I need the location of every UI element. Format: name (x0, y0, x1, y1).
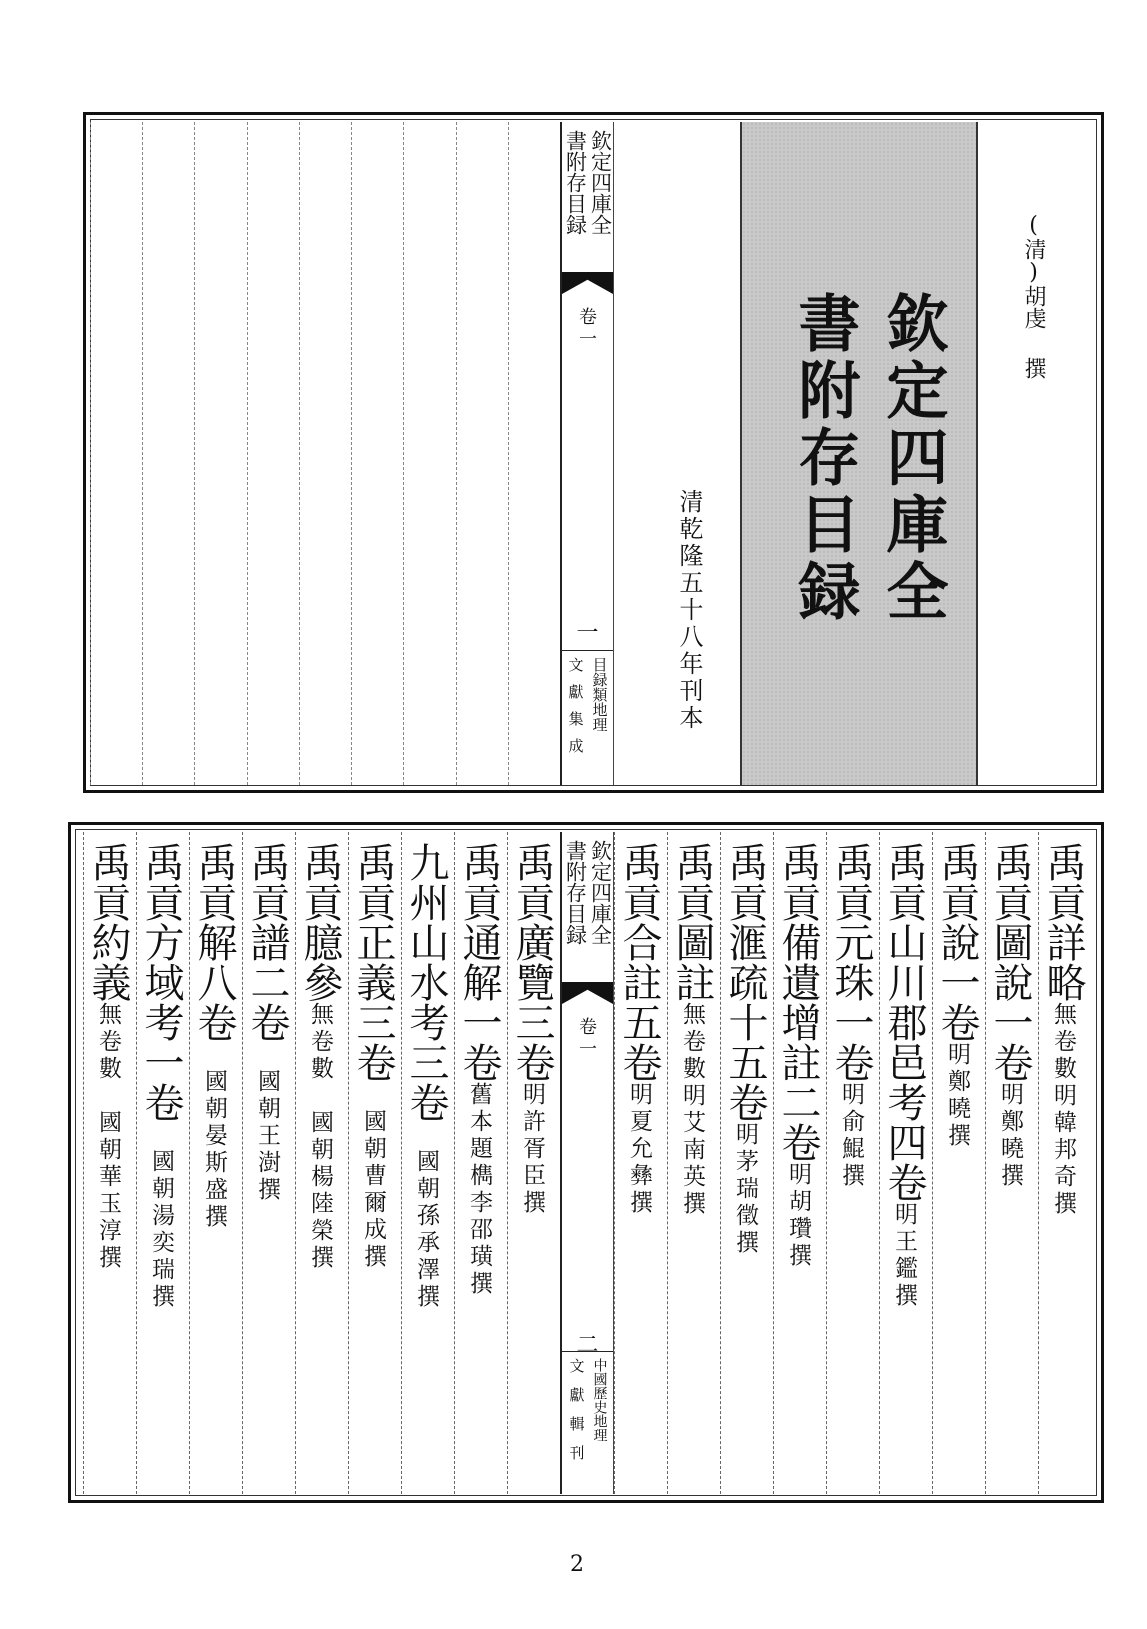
fishtail-mark (562, 272, 613, 294)
entry-title: 禹貢滙疏十五卷 (722, 842, 768, 1122)
spine-volume: 卷一 (576, 1017, 597, 1061)
entry-note: 明茅瑞徵撰 (732, 1122, 758, 1257)
entry-note: 明王鑑撰 (891, 1202, 917, 1310)
entry-note: 舊本題檇李邵璜撰 (466, 1082, 492, 1298)
entry-note: 明鄭曉撰 (997, 1082, 1023, 1190)
entry-note: 無卷數 國朝華玉淳撰 (95, 1002, 121, 1272)
entry-note: 明許胥臣撰 (519, 1082, 545, 1217)
entry-title: 禹貢方域考一卷 (138, 842, 184, 1122)
top-empty-columns (90, 122, 560, 785)
entry-note: 無卷數明艾南英撰 (679, 1002, 705, 1218)
entry-title: 禹貢說一卷 (934, 842, 980, 1042)
series-line-2: 文獻輯刊 (567, 1358, 586, 1474)
entry-note: 國朝孫承澤撰 (413, 1122, 439, 1311)
entry-title: 禹貢圖註 (669, 842, 715, 1002)
edition-text: 清乾隆五十八年刊本 (675, 489, 703, 732)
entry-note: 國朝曹爾成撰 (360, 1082, 386, 1271)
empty-column (403, 122, 455, 785)
series-line-1: 中國歷史地理 (591, 1358, 608, 1442)
entries-left-list (80, 832, 560, 1494)
entry-title: 禹貢山川郡邑考四卷 (881, 842, 927, 1202)
entry-title: 禹貢元珠一卷 (828, 842, 874, 1082)
entry-note: 明俞鯤撰 (838, 1082, 864, 1190)
entry-title: 禹貢廣覽三卷 (509, 842, 555, 1082)
entry-title: 禹貢譜二卷 (244, 842, 290, 1042)
entry-title: 禹貢備遺增註二卷 (775, 842, 821, 1162)
catalog-entry (1038, 832, 1091, 1494)
entry-note: 明夏允彝撰 (626, 1082, 652, 1217)
spine-title-box (562, 122, 613, 273)
entry-title: 禹貢詳略 (1040, 842, 1086, 1002)
empty-column (351, 122, 403, 785)
spine-series-box (562, 650, 613, 785)
author-text (1018, 213, 1049, 379)
spine-title: 欽定四庫全書附存目録 (563, 130, 613, 235)
entry-note: 明胡瓚撰 (785, 1162, 811, 1270)
catalog-entry (83, 832, 136, 1494)
catalog-entry (826, 832, 879, 1494)
bottom-spine (560, 832, 614, 1494)
catalog-entry (932, 832, 985, 1494)
empty-column (508, 122, 560, 785)
spine-page-number: 二 (576, 1333, 599, 1358)
entry-note: 無卷數 國朝楊陸榮撰 (307, 1002, 333, 1272)
catalog-entry (454, 832, 507, 1494)
catalog-entry (985, 832, 1038, 1494)
entry-title: 禹貢通解一卷 (456, 842, 502, 1082)
author-role: 撰 (1021, 357, 1046, 379)
empty-column (90, 122, 142, 785)
empty-column (247, 122, 299, 785)
entry-title: 禹貢圖說一卷 (987, 842, 1033, 1082)
entry-note: 國朝晏斯盛撰 (201, 1042, 227, 1231)
entry-title: 禹貢合註五卷 (616, 842, 662, 1082)
author-name: (清)胡虔 (1021, 213, 1046, 329)
catalog-entry (773, 832, 826, 1494)
spine-volume: 卷一 (576, 307, 597, 351)
empty-column (456, 122, 508, 785)
entry-note: 無卷數明韓邦奇撰 (1050, 1002, 1076, 1218)
entry-note: 國朝王澍撰 (254, 1042, 280, 1204)
catalog-entry (136, 832, 189, 1494)
entry-title: 禹貢臆參 (297, 842, 343, 1002)
catalog-entry (295, 832, 348, 1494)
main-title: 欽定四庫全書附存目録 (788, 291, 949, 626)
fishtail-mark (562, 982, 613, 1004)
catalog-entry (189, 832, 242, 1494)
empty-column (299, 122, 351, 785)
entry-title: 禹貢解八卷 (191, 842, 237, 1042)
series-line-2: 文獻集成 (566, 657, 585, 765)
catalog-entry (720, 832, 773, 1494)
catalog-entry (614, 832, 667, 1494)
catalog-entry (242, 832, 295, 1494)
catalog-entry (879, 832, 932, 1494)
catalog-entry (348, 832, 401, 1494)
spine-title: 欽定四庫全書附存目録 (563, 840, 613, 945)
entries-right-list (614, 832, 1091, 1494)
entry-title: 九州山水考三卷 (403, 842, 449, 1122)
catalog-entry (401, 832, 454, 1494)
spine-title-box (562, 832, 613, 983)
empty-column (194, 122, 246, 785)
catalog-entry (507, 832, 560, 1494)
page-number: 2 (570, 1552, 584, 1577)
entry-title: 禹貢正義三卷 (350, 842, 396, 1082)
entry-title: 禹貢約義 (85, 842, 131, 1002)
catalog-entry (667, 832, 720, 1494)
series-line-1: 目録類地理 (590, 657, 609, 732)
spine-page-number: 一 (576, 621, 599, 646)
entry-note: 明鄭曉撰 (944, 1042, 970, 1150)
spine-series-box (562, 1351, 613, 1494)
empty-column (142, 122, 194, 785)
top-spine (560, 122, 614, 785)
entry-note: 國朝湯奕瑞撰 (148, 1122, 174, 1311)
